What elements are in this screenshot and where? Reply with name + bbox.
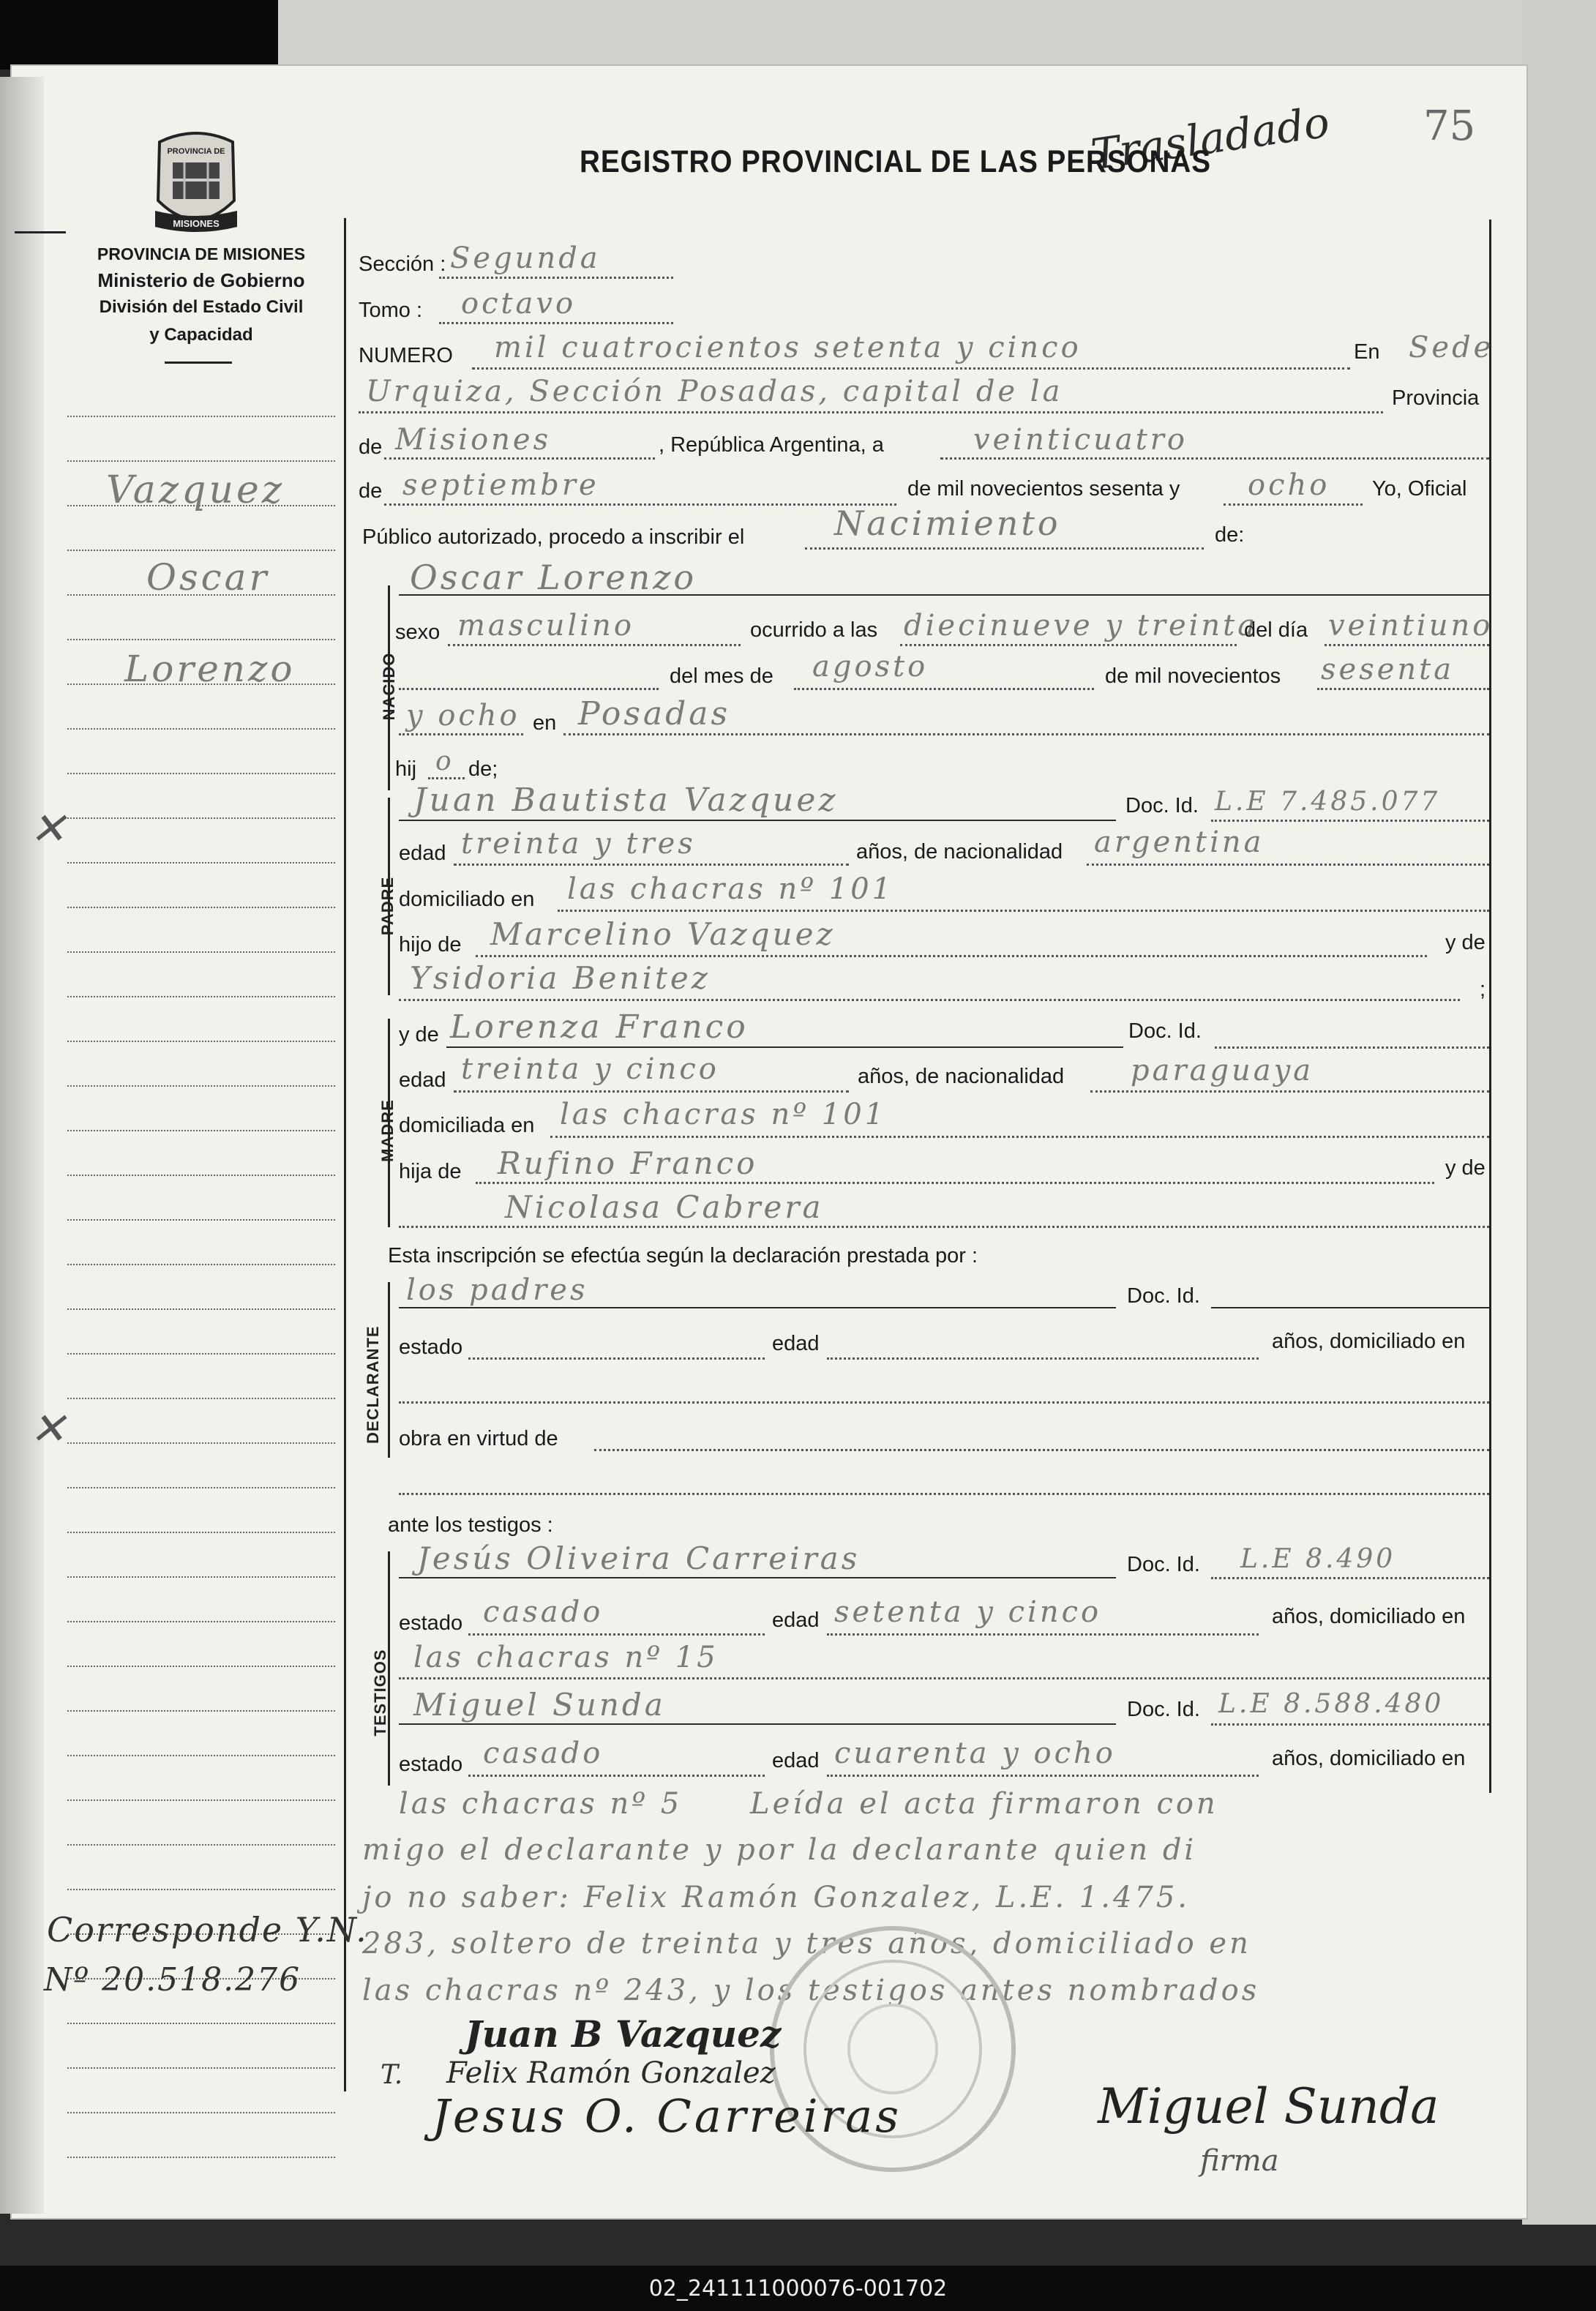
- tomo-line: [439, 322, 673, 324]
- mes-value: septiembre: [402, 468, 599, 502]
- madre-dom-line: [550, 1136, 1489, 1138]
- de-semicolon-label: de;: [468, 757, 498, 781]
- margin-ruled-line: [67, 1442, 335, 1444]
- ocurrido-label: ocurrido a las: [750, 618, 878, 642]
- t1-dom-line: [399, 1677, 1489, 1679]
- staple-mark-2: ✕: [29, 1404, 70, 1455]
- t2-nombre-line: [399, 1723, 1116, 1725]
- t1-anios-label: años, domiciliado en: [1272, 1605, 1466, 1628]
- t2-doc-value: L.E 8.588.480: [1218, 1689, 1445, 1719]
- declarante-doc-label: Doc. Id.: [1127, 1284, 1200, 1308]
- margin-column-divider: [344, 218, 346, 2091]
- anio-nac-line: [1317, 688, 1489, 690]
- margin-ruled-line: [67, 862, 335, 864]
- acto-value: Nacimiento: [834, 503, 1061, 543]
- testigos-intro: ante los testigos :: [388, 1513, 553, 1537]
- anio-nac-label: de mil novecientos: [1105, 664, 1281, 688]
- t2-dom-value: las chacras nº 5: [399, 1787, 683, 1821]
- remark-line-0: Leída el acta firmaron con: [750, 1787, 1218, 1821]
- anio-line: [1224, 503, 1363, 506]
- padre-hijo-value: Marcelino Vazquez: [490, 916, 836, 952]
- provincia-line: [384, 457, 655, 460]
- margin-ruled-line: [67, 1264, 335, 1265]
- mes-nac-value: agosto: [812, 650, 929, 683]
- numero-line: [472, 367, 1350, 370]
- seal-top-text: PROVINCIA DE: [167, 147, 225, 156]
- seccion-line: [439, 277, 673, 279]
- madre-nombre: Lorenza Franco: [450, 1008, 749, 1046]
- madre-hija-line: [476, 1182, 1434, 1184]
- issuer-line-1: PROVINCIA DE MISIONES: [97, 244, 306, 263]
- issuer-line-2: Ministerio de Gobierno: [97, 269, 305, 291]
- declarante-obra-line: [594, 1449, 1489, 1451]
- background-top-strip: [0, 0, 278, 70]
- margin-ruled-line: [67, 550, 335, 551]
- t1-doc-line: [1211, 1577, 1489, 1579]
- dia-line: [940, 457, 1489, 460]
- tomo-label: Tomo :: [359, 299, 423, 322]
- numero-label: NUMERO: [359, 344, 453, 367]
- padre-yde-label: y de: [1445, 931, 1486, 954]
- margin-ruled-line: [67, 1755, 335, 1756]
- declarante-label: DECLARANTE: [364, 1325, 382, 1444]
- issuer-line-4: y Capacidad: [149, 325, 253, 345]
- nacido-label: NACIDO: [380, 652, 398, 721]
- de-label: de: [359, 435, 383, 459]
- dia-value: veinticuatro: [973, 423, 1188, 457]
- page-number: 75: [1423, 102, 1476, 150]
- declarante-nombre: los padres: [406, 1273, 588, 1307]
- acto-line: [805, 547, 1204, 550]
- madre-nac-value: paraguaya: [1131, 1054, 1314, 1087]
- nacido-nombre: Oscar Lorenzo: [410, 558, 697, 597]
- margin-ruled-line: [67, 1532, 335, 1533]
- anio-cont-line: [399, 733, 523, 735]
- anio-nac-value: sesenta: [1321, 653, 1455, 686]
- remark-line-4: las chacras nº 243, y los testigos antes nombrados: [362, 1974, 1260, 2007]
- numero-value: mil cuatrocientos setenta y cinco: [494, 331, 1082, 364]
- margin-header-rule: [15, 231, 66, 233]
- margin-ruled-line: [67, 817, 335, 819]
- del-dia-label: del día: [1244, 618, 1308, 642]
- margin-surname: Vazquez: [106, 468, 285, 512]
- abuela-padre-line: [399, 999, 1460, 1001]
- t2-doc-line: [1211, 1723, 1489, 1726]
- lugar-value: Posadas: [578, 695, 731, 733]
- signature-5: firma: [1200, 2144, 1279, 2178]
- remark-line-1: migo el declarante y por la declarante quien di: [362, 1833, 1197, 1867]
- padre-hijo-line: [476, 955, 1427, 957]
- padre-nac-label: años, de nacionalidad: [856, 840, 1063, 864]
- margin-ruled-line: [67, 1666, 335, 1667]
- madre-yde2-label: y de: [1445, 1156, 1486, 1180]
- t1-estado-line: [468, 1633, 765, 1636]
- margin-ruled-line: [67, 773, 335, 774]
- madre-hija-value: Rufino Franco: [498, 1145, 758, 1181]
- margin-ruled-line: [67, 2023, 335, 2024]
- padre-doc-label: Doc. Id.: [1125, 794, 1199, 817]
- remark-line-3: 283, soltero de treinta y tres años, domiciliado en: [362, 1927, 1251, 1960]
- t1-estado-label: estado: [399, 1611, 463, 1635]
- t1-dom-value: las chacras nº 15: [413, 1641, 719, 1674]
- t1-doc-value: L.E 8.490: [1240, 1544, 1396, 1574]
- declarante-edad-label: edad: [772, 1332, 820, 1355]
- madre-edad-value: treinta y cinco: [461, 1052, 719, 1086]
- seccion-value: Segunda: [450, 241, 601, 275]
- t1-edad-value: setenta y cinco: [834, 1595, 1102, 1629]
- t2-estado-label: estado: [399, 1753, 463, 1776]
- margin-ruled-line: [67, 1621, 335, 1622]
- dia-nac-line: [1325, 644, 1489, 646]
- margin-ruled-line: [67, 1041, 335, 1042]
- madre-dom-value: las chacras nº 101: [560, 1098, 887, 1131]
- margin-ruled-line: [67, 1487, 335, 1488]
- place-value: Urquiza, Sección Posadas, capital de la: [366, 375, 1063, 408]
- pre-mes-line: [399, 688, 659, 690]
- signature-3: Jesus O. Carreiras: [432, 2089, 902, 2143]
- hora-line: [900, 644, 1237, 646]
- publico-label: Público autorizado, procedo a inscribir el: [362, 525, 745, 549]
- t2-anios-label: años, domiciliado en: [1272, 1747, 1466, 1770]
- declarante-obra-label: obra en virtud de: [399, 1427, 558, 1450]
- declarante-dom-line: [399, 1401, 1489, 1404]
- padre-nac-line: [1087, 864, 1489, 866]
- signature-2: Felix Ramón Gonzalez: [446, 2056, 776, 2090]
- margin-ruled-line: [67, 1353, 335, 1355]
- madre-dom-label: domiciliada en: [399, 1114, 535, 1137]
- t1-nombre-line: [399, 1577, 1116, 1578]
- t2-edad-value: cuarenta y ocho: [834, 1737, 1116, 1770]
- madre-edad-label: edad: [399, 1068, 446, 1092]
- madre-label: MADRE: [378, 1099, 397, 1162]
- madre-doc-line: [1215, 1046, 1489, 1049]
- remark-line-2: jo no saber: Felix Ramón Gonzalez, L.E. 1.475.: [362, 1881, 1191, 1914]
- place-line: [359, 411, 1383, 413]
- t2-nombre: Miguel Sunda: [413, 1687, 666, 1723]
- margin-ruled-line: [67, 1130, 335, 1131]
- sexo-line: [448, 644, 741, 646]
- margin-ruled-line: [67, 1085, 335, 1087]
- signature-bullet: T.: [381, 2060, 403, 2090]
- t1-estado-value: casado: [483, 1595, 604, 1629]
- padre-madre-value: Ysidoria Benitez: [410, 960, 711, 996]
- margin-ruled-line: [67, 2067, 335, 2069]
- sexo-label: sexo: [395, 621, 441, 644]
- declarante-estado-line: [468, 1357, 765, 1360]
- madre-doc-label: Doc. Id.: [1128, 1019, 1202, 1043]
- margin-ruled-line: [67, 951, 335, 953]
- madre-hija-label: hija de: [399, 1160, 462, 1183]
- t2-edad-label: edad: [772, 1749, 820, 1772]
- sexo-value: masculino: [457, 609, 634, 643]
- oficial-label: Yo, Oficial: [1372, 477, 1467, 501]
- anio-label: de mil novecientos sesenta y: [907, 477, 1180, 501]
- padre-dom-value: las chacras nº 101: [567, 872, 894, 906]
- padre-dom-label: domiciliado en: [399, 888, 535, 911]
- margin-name-2: Lorenzo: [124, 648, 296, 690]
- declarante-nombre-line: [399, 1307, 1116, 1308]
- margin-ruled-line: [67, 1308, 335, 1310]
- hij-label: hij: [395, 757, 417, 781]
- declarante-intro: Esta inscripción se efectúa según la declaración prestada por :: [388, 1244, 978, 1267]
- padre-edad-value: treinta y tres: [461, 827, 696, 861]
- en-nac-label: en: [533, 711, 557, 735]
- staple-mark-1: ✕: [29, 804, 70, 855]
- seccion-label: Sección :: [359, 252, 446, 276]
- madre-nombre-line: [446, 1046, 1123, 1048]
- padre-doc-value: L.E 7.485.077: [1215, 787, 1441, 817]
- mes-nac-label: del mes de: [670, 664, 773, 688]
- margin-ruled-line: [67, 2112, 335, 2113]
- provincial-seal-icon: [145, 129, 247, 237]
- padre-hijo-label: hijo de: [399, 933, 462, 956]
- hij-line: [428, 777, 465, 779]
- madre-edad-line: [454, 1090, 849, 1093]
- t1-doc-label: Doc. Id.: [1127, 1553, 1200, 1576]
- abuela-madre-line: [399, 1226, 1489, 1228]
- tomo-value: octavo: [461, 287, 577, 321]
- declarante-bracket: [388, 1282, 390, 1458]
- declarante-anios-label: años, domiciliado en: [1272, 1330, 1466, 1353]
- margin-ruled-line: [67, 1844, 335, 1846]
- padre-nac-value: argentina: [1094, 825, 1265, 859]
- footer-bar: [0, 2266, 1596, 2311]
- republica-label: , República Argentina, a: [659, 433, 884, 457]
- margin-ruled-line: [67, 1576, 335, 1578]
- t1-edad-line: [827, 1633, 1259, 1636]
- declarante-doc-line: [1211, 1307, 1489, 1308]
- hij-value: o: [435, 746, 454, 776]
- padre-nombre-line: [399, 820, 1116, 821]
- margin-ruled-line: [67, 907, 335, 908]
- provincia-value: Misiones: [395, 423, 552, 457]
- top-annotation: Trasladado: [1087, 97, 1333, 180]
- margin-name-1: Oscar: [146, 556, 270, 599]
- margin-note-1: Corresponde Y.N.: [47, 1910, 368, 1949]
- padre-doc-line: [1211, 820, 1489, 822]
- madre-yde-label: y de: [399, 1023, 439, 1046]
- testigos-label: TESTIGOS: [371, 1649, 389, 1737]
- t2-estado-value: casado: [483, 1737, 604, 1770]
- madre-nac-line: [1090, 1090, 1489, 1093]
- margin-ruled-line: [67, 1710, 335, 1712]
- footer-id: 02_241111000076-001702: [648, 2275, 948, 2301]
- margin-ruled-line: [67, 1799, 335, 1801]
- dia-nac-value: veintiuno: [1328, 609, 1494, 643]
- margin-ruled-line: [67, 1889, 335, 1890]
- en-label: En: [1354, 340, 1380, 364]
- t2-edad-line: [827, 1775, 1259, 1777]
- declarante-edad-line: [827, 1357, 1259, 1360]
- declarante-estado-label: estado: [399, 1336, 463, 1359]
- padre-edad-line: [454, 864, 849, 866]
- background-right-edge: [1522, 0, 1596, 2225]
- hora-value: diecinueve y treinta: [904, 609, 1259, 643]
- declarante-extra-line: [399, 1493, 1489, 1495]
- signature-1: Juan B Vazquez: [465, 2012, 782, 2056]
- margin-ruled-line: [67, 1175, 335, 1176]
- anio-value: ocho: [1248, 468, 1330, 502]
- padre-nombre: Juan Bautista Vazquez: [413, 782, 839, 819]
- de-acto-label: de:: [1215, 523, 1245, 547]
- document-title: REGISTRO PROVINCIAL DE LAS PERSONAS: [580, 144, 1211, 179]
- margin-ruled-line: [67, 639, 335, 640]
- padre-edad-label: edad: [399, 842, 446, 865]
- issuer-line-3: División del Estado Civil: [99, 297, 304, 317]
- madre-madre-value: Nicolasa Cabrera: [505, 1189, 824, 1225]
- margin-ruled-line: [67, 416, 335, 417]
- margin-ruled-line: [67, 1219, 335, 1221]
- margin-ruled-line: [67, 996, 335, 997]
- margin-ruled-line: [67, 460, 335, 462]
- signature-4: Miguel Sunda: [1098, 2078, 1439, 2135]
- t2-estado-line: [468, 1775, 765, 1777]
- margin-ruled-line: [67, 728, 335, 730]
- issuer-divider: [165, 362, 232, 364]
- t2-doc-label: Doc. Id.: [1127, 1698, 1200, 1721]
- provincia-label: Provincia: [1392, 386, 1480, 410]
- de-mes-label: de: [359, 479, 383, 503]
- t1-edad-label: edad: [772, 1608, 820, 1632]
- padre-semicolon: ;: [1480, 978, 1486, 1001]
- lugar-line: [563, 733, 1489, 735]
- margin-note-2: Nº 20.518.276: [44, 1961, 301, 1999]
- seal-bottom-text: MISIONES: [173, 218, 220, 229]
- mes-line: [384, 503, 896, 506]
- margin-ruled-line: [67, 1398, 335, 1399]
- anio-nac-cont: y ocho: [406, 699, 520, 733]
- binding-spine: [0, 77, 44, 2214]
- margin-ruled-line: [67, 2157, 335, 2158]
- mes-nac-line: [794, 688, 1094, 690]
- madre-nac-label: años, de nacionalidad: [858, 1065, 1065, 1088]
- en-value: Sede: [1409, 331, 1494, 364]
- form-right-border: [1489, 220, 1491, 1793]
- t1-nombre: Jesús Oliveira Carreiras: [417, 1540, 861, 1576]
- padre-label: PADRE: [378, 876, 397, 936]
- padre-dom-line: [558, 910, 1489, 912]
